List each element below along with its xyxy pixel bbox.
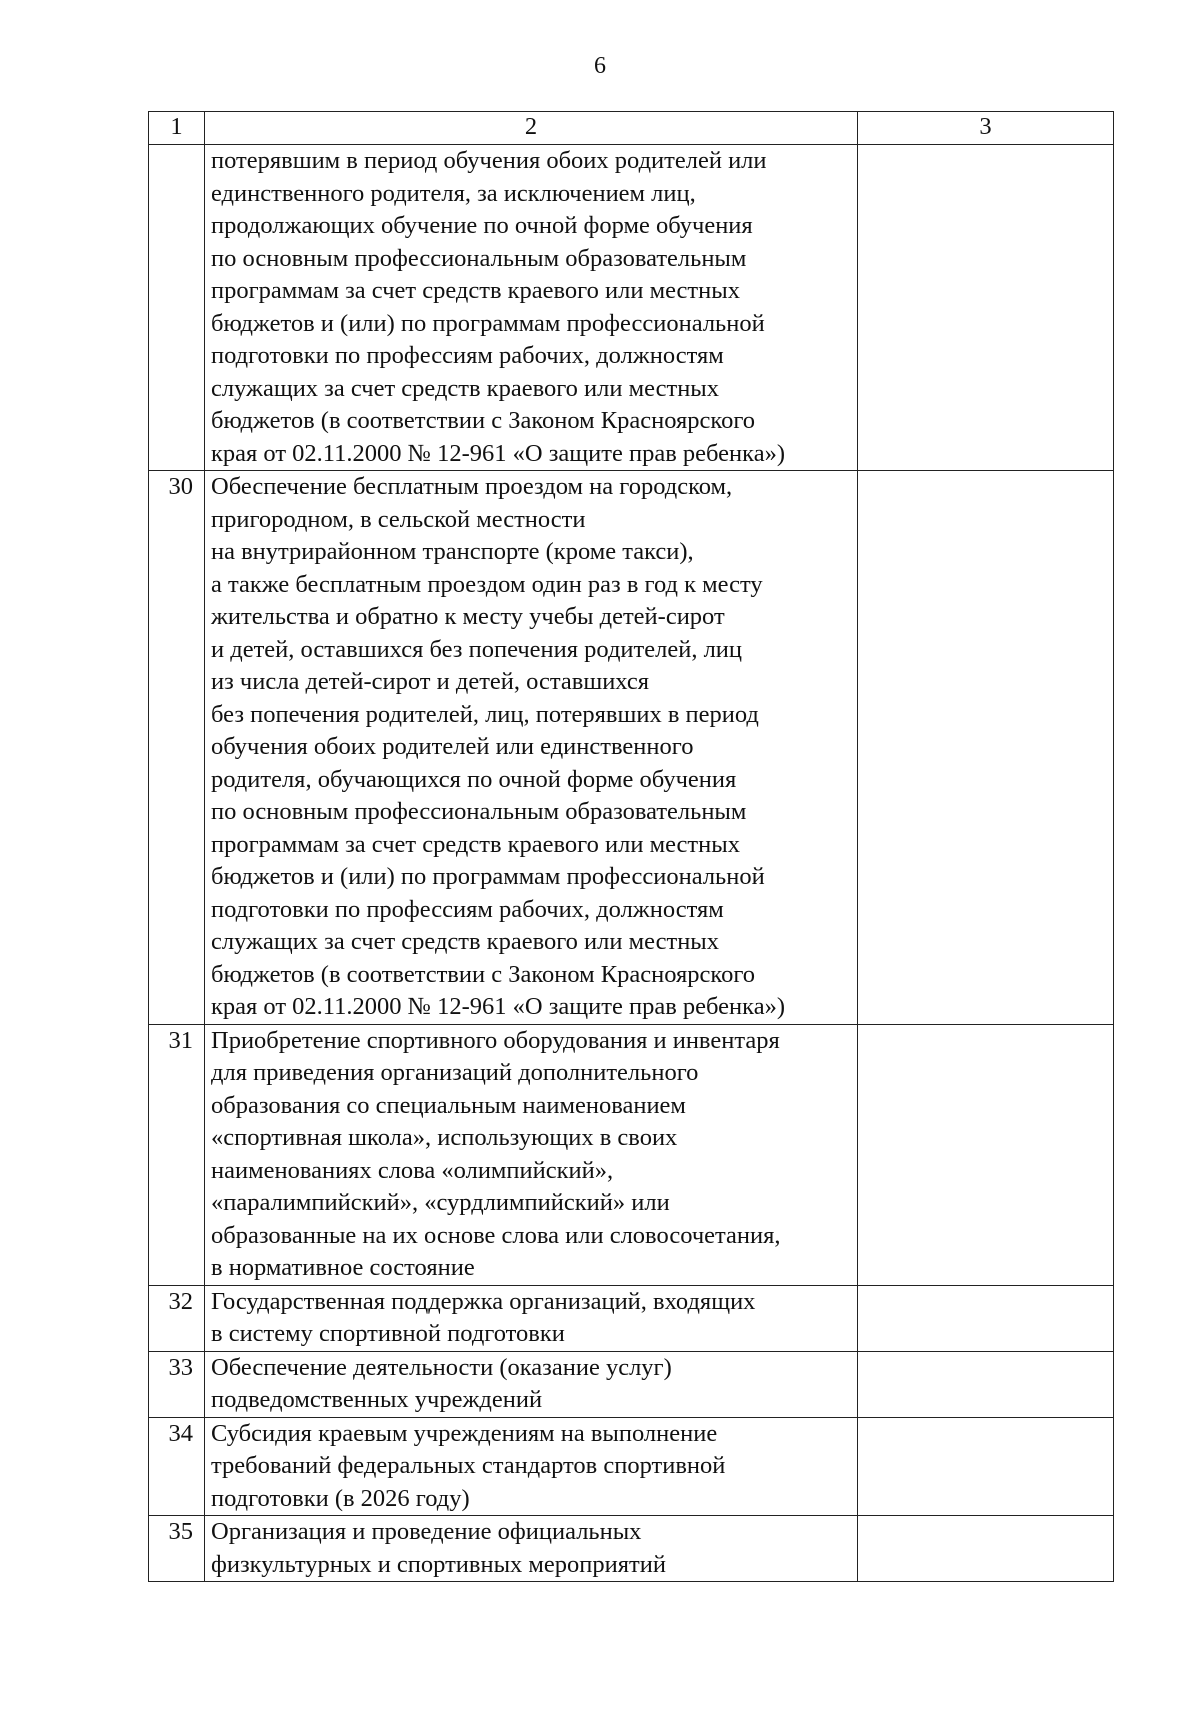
text-line: физкультурных и спортивных мероприятий [211, 1550, 666, 1578]
text-line: подготовки по профессиям рабочих, должностям [211, 342, 724, 369]
header-cell-3: 3 [858, 112, 1114, 145]
text-line: в нормативное состояние [211, 1254, 475, 1281]
header-cell-2: 2 [205, 112, 858, 145]
text-line: Организация и проведение официальных [211, 1518, 642, 1545]
text-line: подведомственных учреждений [211, 1386, 543, 1413]
text-line: наименованиях слова «олимпийский», [211, 1156, 614, 1184]
text-line: на внутрирайонном транспорте (кроме такси), [211, 538, 694, 565]
row-number-cell: 30 [149, 471, 205, 1025]
page-number: 6 [594, 53, 606, 79]
row-number-cell: 33 [149, 1351, 205, 1417]
text-line: по основным профессиональным образовательным [211, 244, 747, 272]
row-col3-cell [858, 1516, 1114, 1582]
text-line: бюджетов и (или) по программам профессиональной [211, 863, 765, 890]
table-row [149, 471, 1114, 1025]
text-line: бюджетов (в соответствии с Законом Красноярского [211, 960, 756, 988]
text-line: для приведения организаций дополнительного [211, 1059, 699, 1086]
row-number-cell: 34 [149, 1417, 205, 1516]
table-row [149, 1285, 1114, 1351]
text-line: в систему спортивной подготовки [211, 1320, 565, 1347]
table-row [149, 1516, 1114, 1582]
text-line: бюджетов и (или) по программам профессиональной [211, 309, 765, 337]
row-col3-cell [858, 1417, 1114, 1516]
text-line: служащих за счет средств краевого или местных [211, 928, 720, 955]
row-text-cell [205, 471, 858, 1025]
text-line: по основным профессиональным образовательным [211, 798, 747, 825]
table-header-row [149, 112, 1114, 145]
document-table [148, 111, 1114, 1582]
text-line: подготовки (в 2026 году) [211, 1484, 470, 1512]
text-line: потерявшим в период обучения обоих родителей или [211, 147, 767, 174]
text-line: образованные на их основе слова или словосочетания, [211, 1221, 781, 1249]
text-line: бюджетов (в соответствии с Законом Красноярского [211, 407, 756, 434]
text-line: обучения обоих родителей или единственного [211, 733, 694, 760]
text-line: Приобретение спортивного оборудования и инвентаря [211, 1026, 780, 1054]
table-row [149, 1351, 1114, 1417]
row-number-cell: 35 [149, 1516, 205, 1582]
text-line: Государственная поддержка организаций, входящих [211, 1287, 756, 1315]
text-line: программам за счет средств краевого или местных [211, 830, 740, 858]
row-text-cell [205, 1351, 858, 1417]
row-col3-cell [858, 471, 1114, 1025]
text-line: пригородном, в сельской местности [211, 505, 586, 533]
text-line: края от 02.11.2000 № 12-961 «О защите прав ребенка») [211, 439, 785, 467]
row-col3-cell [858, 1351, 1114, 1417]
text-line: образования со специальным наименованием [211, 1091, 686, 1119]
text-line: родителя, обучающихся по очной форме обучения [211, 765, 737, 793]
text-line: а также бесплатным проездом один раз в год к месту [211, 570, 763, 598]
row-col3-cell [858, 1024, 1114, 1285]
text-line: единственного родителя, за исключением лиц, [211, 179, 696, 207]
table-row [149, 1417, 1114, 1516]
text-line: Обеспечение бесплатным проездом на городском, [211, 473, 733, 500]
text-line: «спортивная школа», использующих в своих [211, 1124, 678, 1151]
text-line: без попечения родителей, лиц, потерявших в период [211, 700, 759, 728]
row-col3-cell [858, 1285, 1114, 1351]
text-line: требований федеральных стандартов спортивной [211, 1452, 726, 1479]
row-number-cell: 32 [149, 1285, 205, 1351]
text-line: из числа детей-сирот и детей, оставшихся [211, 668, 649, 695]
row-text-cell [205, 1285, 858, 1351]
text-line: «паралимпийский», «сурдлимпийский» или [211, 1189, 670, 1216]
row-number-cell [149, 145, 205, 471]
text-line: Обеспечение деятельности (оказание услуг) [211, 1353, 672, 1381]
text-line: программам за счет средств краевого или местных [211, 277, 740, 304]
row-text-cell [205, 1024, 858, 1285]
table-row [149, 145, 1114, 471]
row-text-cell [205, 1516, 858, 1582]
header-cell-1: 1 [149, 112, 205, 145]
row-text-cell [205, 145, 858, 471]
text-line: Субсидия краевым учреждениям на выполнение [211, 1419, 718, 1447]
text-line: продолжающих обучение по очной форме обучения [211, 212, 753, 239]
table-row [149, 1024, 1114, 1285]
row-number-cell: 31 [149, 1024, 205, 1285]
text-line: края от 02.11.2000 № 12-961 «О защите прав ребенка») [211, 993, 785, 1020]
text-line: жительства и обратно к месту учебы детей-сирот [211, 603, 725, 630]
text-line: и детей, оставшихся без попечения родителей, лиц [211, 635, 743, 663]
row-text-cell [205, 1417, 858, 1516]
text-line: подготовки по профессиям рабочих, должностям [211, 895, 724, 923]
text-line: служащих за счет средств краевого или местных [211, 374, 720, 402]
row-col3-cell [858, 145, 1114, 471]
